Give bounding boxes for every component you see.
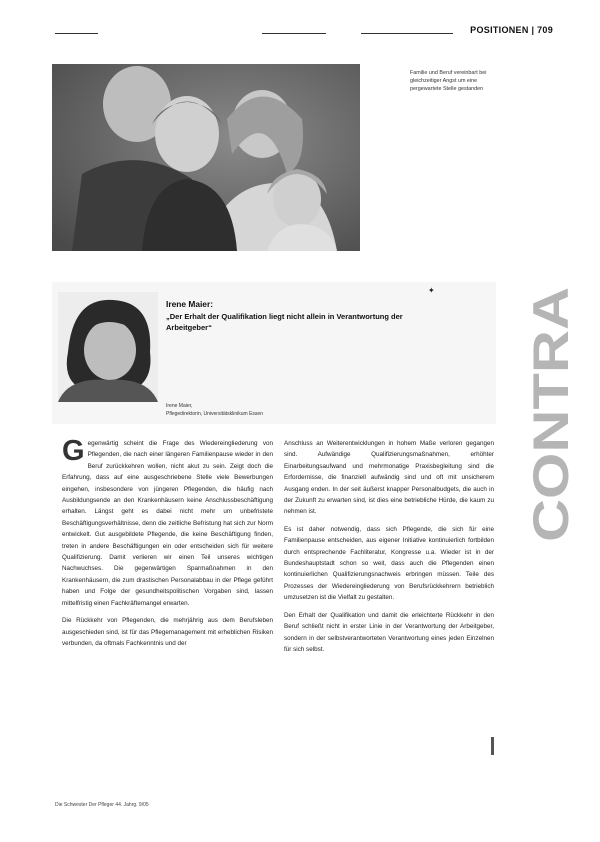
family-photo — [52, 64, 360, 251]
author-quote: „Der Erhalt der Qualifikation liegt nicht allein in Verantwortung der Arbeitgeber“ — [166, 312, 403, 332]
author-caption-role: Pflegedirektorin, Universitätsklinikum Essen — [166, 410, 263, 417]
photo-caption: Familie und Beruf vereinbart bei gleichzeitiger Angst um eine pergewartete Stelle gestanden — [410, 70, 487, 92]
column-end-mark — [491, 737, 494, 755]
author-caption — [166, 403, 366, 418]
page-footer: Die Schwester Der Pfleger 44. Jahrg. 9/05 — [55, 802, 149, 808]
registration-mark: ✦ — [428, 286, 435, 295]
article-paragraph: Den Erhalt der Qualifikation und damit die erleichterte Rückkehr in den Beruf schließt nicht in erster Linie in der Verantwortung der Arbeitgeber, sondern in der selbstverantworteten Verantwortung eines jeden Einzelnen für sich selbst. — [284, 611, 494, 653]
contra-text: CONTRA — [523, 328, 579, 542]
header-rule-left — [55, 33, 98, 34]
article-right-column — [284, 438, 494, 661]
article-paragraph: Gegenwärtig scheint die Frage des Wiedereingliederung von Pflegenden, die nach einer längeren Familienpause wieder in den Beruf zurückkehren wollen, nicht akut zu sein. Zeigt doch die Erfahrung, dass auf eine ausgeschriebene Stelle viele Bewerbungen eingehen, insbesondere von jüngeren Pflegenden, die häufig nach Ausbildungsende an den Krankenhäusern keine Anschlussbeschäftigung erhalten. Längst geht es dabei nicht mehr um unbefristete Beschäftigungsverhältnisse, denn die zeitliche Befristung hat sich zur Norm entwickelt. Gut ausgebildete Pflegende, die keine Beschäftigung finden, treten in andere Beschäftigungen ein oder entscheiden sich für weitere Qualifizierung. Damit verlieren wir einen Teil unseres wichtigen Nachwuchses. Die gegenwärtigen Sparmaßnahmen in den Krankenhäusern, die zum drastischen Personalabbau in der Pflege geführt haben und Folge der gesundheitspolitischen Vorgaben sind, lassen mittelfristig einen Fachkräftemangel erwarten. — [62, 435, 273, 607]
author-portrait — [58, 292, 158, 402]
drop-cap: G — [62, 435, 85, 467]
header-rule-middle — [262, 33, 326, 34]
header-rule-right — [361, 33, 453, 34]
article-paragraph: Die Rückkehr von Pflegenden, die mehrjährig aus dem Berufsleben ausgeschieden sind, ist für das Pflegemanagement mit erheblichen Risiken verbunden, da oftmals Fachkenntnis und der — [62, 617, 273, 647]
author-name: Irene Maier: — [166, 299, 214, 309]
article-paragraph: Es ist daher notwendig, dass sich Pflegende, die sich für eine Familienpause entscheiden, aus eigener Initiative kontinuierlich fortbilden durch entsprechende Fachliteratur, Kongresse u.a. Wieder ist in der Bundeshauptstadt schon so weit, dass auch die Pflegenden einen kontinuierlichen Qualifizierungsnachweis erbringen müssen. Teile des Prozesses der Wiedereingliederung von Berufsrückkehrern betrieblich umzusetzen ist die Vielfalt zu gestalten. — [284, 525, 494, 602]
section-label: POSITIONEN | 709 — [470, 25, 553, 35]
article-paragraph: Anschluss an Weiterentwicklungen in hohem Maße verloren gegangen sind. Aufwändige Qualifizierungsmaßnahmen, erhöhter Einarbeitungsaufwand und mehrmonatige Praxisbegleitung sind die Erfordernisse, die finanziell aufwändig sind und oft mit unsicherem Ausgang enden. In der seit äußerst knapper Personalbudgets, die auch in der Zukunft zu erwarten sind, ist dies eine betriebliche Hürde, die kaum zu nehmen ist. — [284, 440, 494, 516]
author-caption-name: Irene Maier, — [166, 403, 193, 409]
contra-side-label — [520, 280, 580, 550]
article-left-column — [62, 435, 273, 655]
